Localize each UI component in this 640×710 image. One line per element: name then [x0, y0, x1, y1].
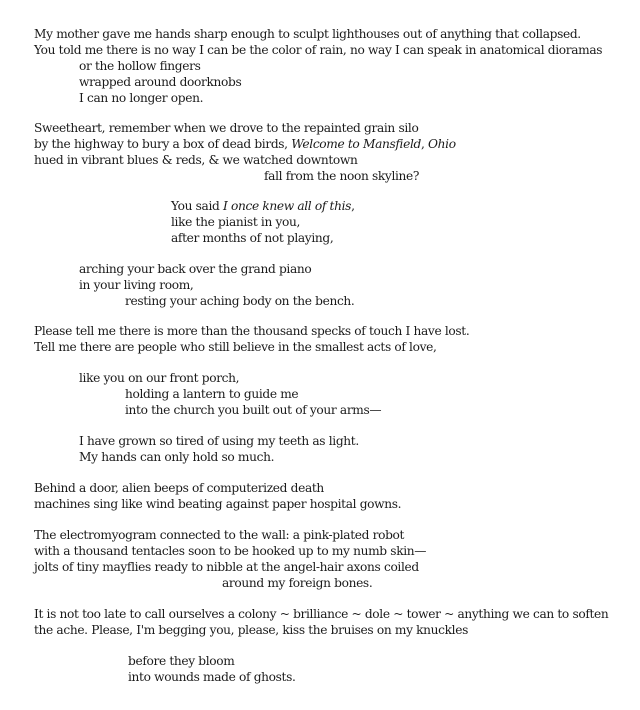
- poem-line: around my foreign bones.: [222, 576, 373, 590]
- poem-line: My hands can only hold so much.: [79, 450, 275, 464]
- poem-line: My mother gave me hands sharp enough to sculpt lighthouses out of anything that collapsed.: [34, 27, 581, 41]
- poem-line: [171, 198, 355, 214]
- poem-line: Sweetheart, remember when we drove to the repainted grain silo: [34, 121, 419, 135]
- poem-line: into the church you built out of your arms—: [125, 403, 382, 417]
- poem-line: the ache. Please, I'm begging you, please, kiss the bruises on my knuckles: [34, 623, 468, 637]
- poem-line: Please tell me there is more than the thousand specks of touch I have lost.: [34, 324, 470, 338]
- poem-line: I have grown so tired of using my teeth as light.: [79, 434, 359, 448]
- poem-line: or the hollow fingers: [79, 59, 201, 73]
- poem-line: You told me there is no way I can be the color of rain, no way I can speak in anatomical dioramas: [34, 43, 603, 57]
- poem-line: holding a lantern to guide me: [125, 387, 299, 401]
- poem-line: in your living room,: [79, 278, 194, 292]
- poem-line: Tell me there are people who still believe in the smallest acts of love,: [34, 340, 437, 354]
- poem-line: like you on our front porch,: [79, 371, 240, 385]
- poem-line: jolts of tiny mayflies ready to nibble at the angel-hair axons coiled: [34, 560, 419, 574]
- italic-phrase: Welcome to Mansfield: [291, 137, 421, 151]
- poem-line: [34, 136, 456, 152]
- poem-line: into wounds made of ghosts.: [128, 670, 296, 684]
- poem-text: ,: [351, 199, 355, 213]
- poem-text: by the highway to bury a box of dead birds,: [34, 137, 292, 151]
- poem-line: hued in vibrant blues & reds, & we watched downtown: [34, 153, 358, 167]
- poem-text: ,: [420, 137, 429, 151]
- italic-phrase: I once knew all of this: [223, 199, 352, 213]
- poem-text: You said: [171, 199, 223, 213]
- poem-line: It is not too late to call ourselves a colony ~ brilliance ~ dole ~ tower ~ anything we can to soften: [34, 607, 609, 621]
- italic-phrase: Ohio: [428, 137, 456, 151]
- poem-line: resting your aching body on the bench.: [125, 294, 355, 308]
- poem-line: like the pianist in you,: [171, 215, 301, 229]
- poem-line: fall from the noon skyline?: [264, 169, 420, 183]
- poem-line: Behind a door, alien beeps of computerized death: [34, 481, 324, 495]
- poem-line: arching your back over the grand piano: [79, 262, 312, 276]
- poem-line: I can no longer open.: [79, 91, 204, 105]
- poem-line: machines sing like wind beating against paper hospital gowns.: [34, 497, 402, 511]
- poem-line: after months of not playing,: [171, 231, 334, 245]
- poem-line: with a thousand tentacles soon to be hooked up to my numb skin—: [34, 544, 427, 558]
- poem-line: before they bloom: [128, 654, 235, 668]
- poem-line: The electromyogram connected to the wall: a pink-plated robot: [34, 528, 405, 542]
- poem-line: wrapped around doorknobs: [79, 75, 242, 89]
